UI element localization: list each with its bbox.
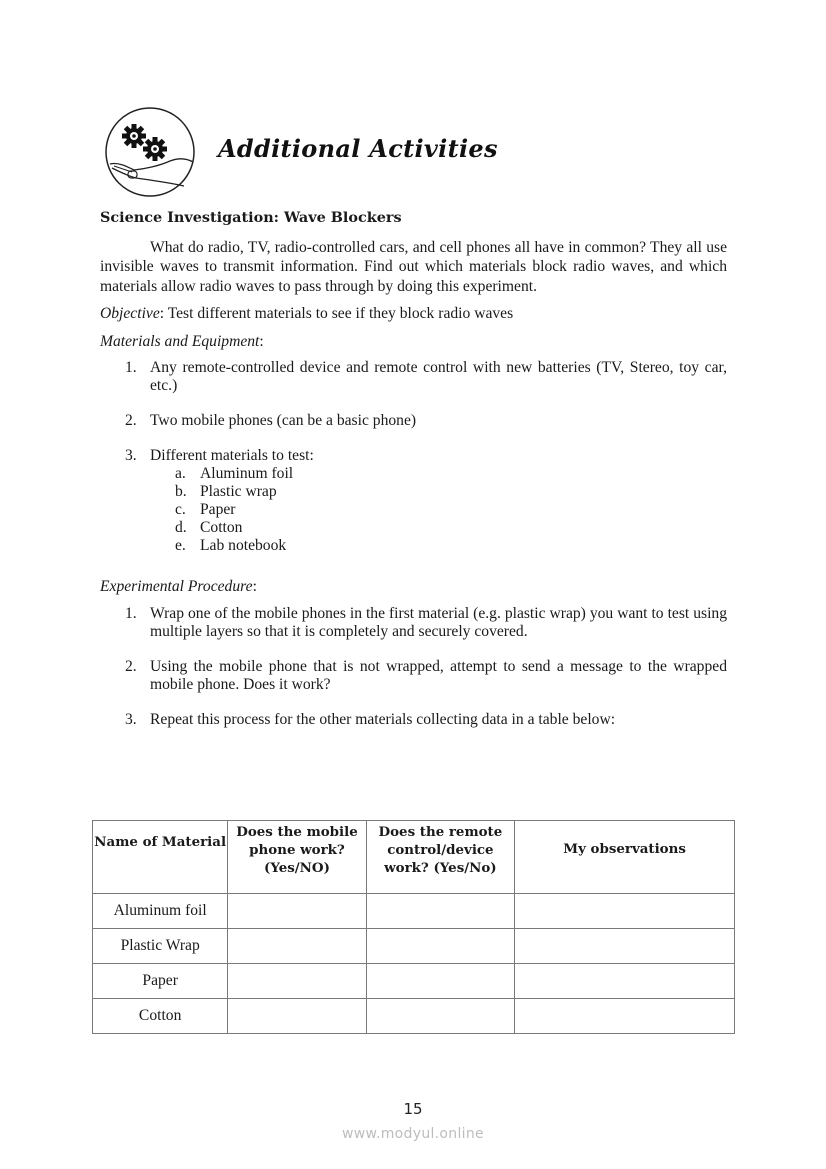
item-text: Any remote-controlled device and remote control with new batteries (TV, Stereo, toy car, etc.) — [150, 359, 727, 394]
sub-list-item — [150, 519, 727, 537]
list-item — [100, 605, 727, 641]
sub-list-item — [150, 537, 727, 555]
remote-result-cell[interactable] — [366, 929, 515, 964]
sub-list-item — [150, 483, 727, 501]
page-number: 15 — [403, 1100, 423, 1118]
objective — [100, 304, 727, 324]
item-text: Two mobile phones (can be a basic phone) — [150, 412, 417, 429]
material-cell: Cotton — [93, 999, 228, 1034]
item-text: Plastic wrap — [200, 483, 277, 500]
step-text: Wrap one of the mobile phones in the first material (e.g. plastic wrap) you want to test using multiple layers so that it is completely and securely covered. — [150, 604, 727, 640]
material-cell: Plastic Wrap — [93, 929, 228, 964]
header-remote-works: Does the remote control/device work? (Yes/No) — [366, 821, 515, 894]
procedure-list — [100, 605, 727, 729]
item-letter: b. — [175, 483, 187, 500]
section-title: Science Investigation: Wave Blockers — [100, 209, 402, 226]
phone-result-cell[interactable] — [228, 999, 366, 1034]
observation-cell[interactable] — [515, 964, 735, 999]
table-row — [93, 894, 735, 929]
item-letter: e. — [175, 537, 186, 554]
material-cell: Aluminum foil — [93, 894, 228, 929]
procedure-heading: Experimental Procedure: — [100, 578, 257, 595]
observation-cell[interactable] — [515, 999, 735, 1034]
sub-list-item — [150, 465, 727, 483]
remote-result-cell[interactable] — [366, 999, 515, 1034]
step-text: Using the mobile phone that is not wrapped, attempt to send a message to the wrapped mobile phone. Does it work? — [150, 657, 727, 693]
materials-list — [100, 359, 727, 555]
item-number: 2. — [125, 412, 137, 429]
activity-content — [100, 208, 727, 746]
remote-result-cell[interactable] — [366, 894, 515, 929]
item-number: 1. — [125, 359, 137, 376]
remote-result-cell[interactable] — [366, 964, 515, 999]
list-item — [100, 412, 727, 430]
item-text: Lab notebook — [200, 537, 287, 554]
header-name-of-material — [93, 821, 228, 894]
test-materials-list — [150, 465, 727, 555]
header-observations — [515, 821, 735, 894]
item-text: Aluminum foil — [200, 465, 294, 482]
materials-label: Materials and Equipment — [100, 332, 260, 350]
data-table — [92, 820, 735, 1034]
step-number: 3. — [125, 710, 137, 728]
materials-heading: Materials and Equipment: — [100, 332, 264, 350]
item-letter: d. — [175, 519, 187, 536]
item-text: Paper — [200, 501, 236, 518]
watermark: www.modyul.online — [342, 1126, 484, 1142]
phone-result-cell[interactable] — [228, 894, 366, 929]
step-number: 2. — [125, 657, 137, 675]
item-letter: c. — [175, 501, 186, 518]
list-item — [100, 359, 727, 395]
item-letter: a. — [175, 465, 186, 482]
material-cell: Paper — [93, 964, 228, 999]
list-item — [100, 447, 727, 555]
table-row — [93, 964, 735, 999]
item-text: Cotton — [200, 519, 243, 536]
observation-cell[interactable] — [515, 894, 735, 929]
objective-label: Objective — [100, 305, 160, 322]
sub-list-item — [150, 501, 727, 519]
item-number: 3. — [125, 447, 137, 464]
header-mobile-phone-works: Does the mobile phone work? (Yes/NO) — [228, 821, 366, 894]
gears-in-hand-icon — [104, 106, 196, 198]
phone-result-cell[interactable] — [228, 964, 366, 999]
list-item — [100, 658, 727, 694]
step-text: Repeat this process for the other materials collecting data in a table below: — [150, 710, 616, 728]
table-row — [93, 929, 735, 964]
phone-result-cell[interactable] — [228, 929, 366, 964]
procedure-label: Experimental Procedure — [100, 578, 253, 595]
table-row — [93, 999, 735, 1034]
step-number: 1. — [125, 604, 137, 622]
page-title: Additional Activities — [218, 134, 498, 163]
header-text: Name of Material — [94, 834, 227, 850]
objective-text: : Test different materials to see if they block radio waves — [159, 305, 514, 322]
item-text: Different materials to test: — [150, 447, 314, 464]
intro-paragraph: What do radio, TV, radio-controlled cars, and cell phones all have in common? They all use invisible waves to transmit information. Find out which materials block radio waves, and which materials allow radio waves to pass through by doing this experiment. — [100, 238, 727, 295]
table-header-row — [93, 821, 735, 894]
list-item — [100, 711, 727, 729]
header-text: My observations — [563, 841, 686, 857]
observation-cell[interactable] — [515, 929, 735, 964]
